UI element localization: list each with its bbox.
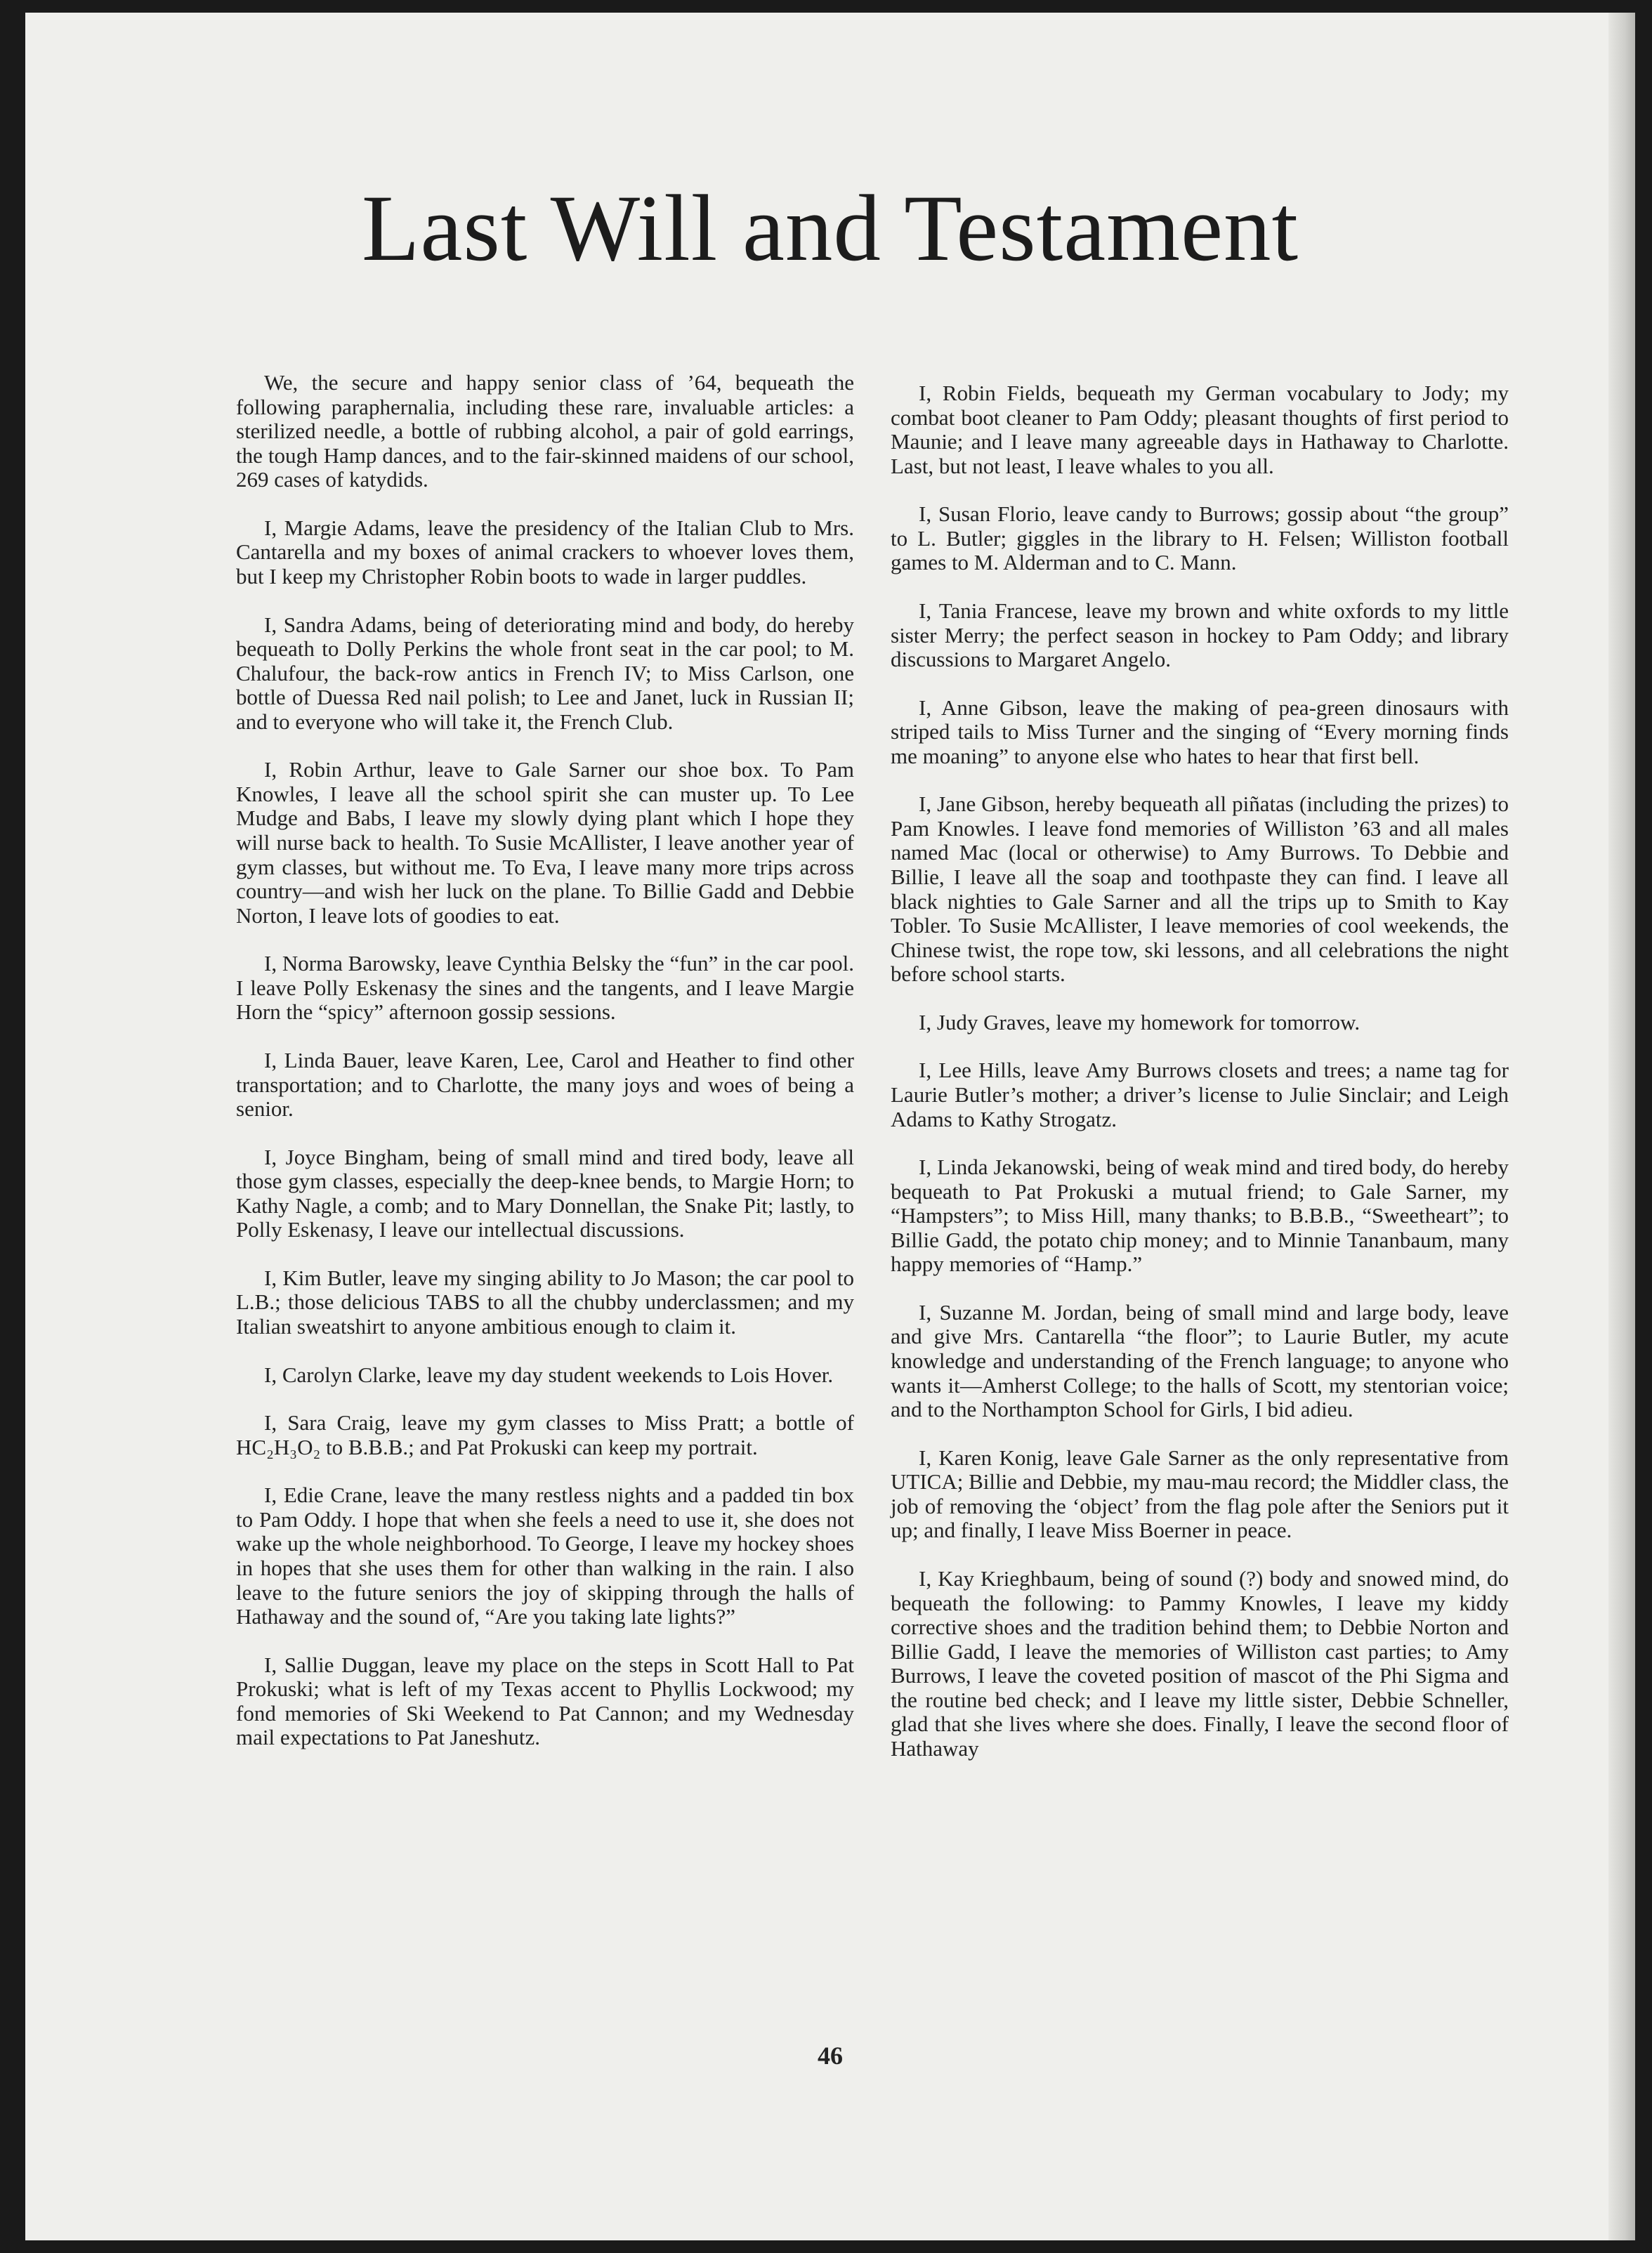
paragraph: I, Carolyn Clarke, leave my day student weekends to Lois Hover. bbox=[264, 1362, 834, 1387]
paragraph: I, Sandra Adams, being of deteriorating mind and body, do hereby bequeath to Dolly Perkins the whole front seat in the car pool; to M. Chalufour, the back-row antics in French IV; to Miss Carlson, one bottle of Duessa Red nail polish; to Lee and Janet, luck in Russian II; and to everyone who will take it, the French Club. bbox=[236, 612, 854, 734]
page-number: 46 bbox=[818, 2042, 843, 2070]
paragraph: I, Margie Adams, leave the presidency of the Italian Club to Mrs. Cantarella and my boxes of animal crackers to whoever loves them, but I keep my Christopher Robin boots to wade in larger puddles. bbox=[236, 515, 854, 589]
paragraph: I, Lee Hills, leave Amy Burrows closets and trees; a name tag for Laurie Butler’s mother; a driver’s license to Julie Sinclair; and Leigh Adams to Kathy Strogatz. bbox=[891, 1058, 1509, 1131]
paragraph: I, Judy Graves, leave my homework for tomorrow. bbox=[919, 1009, 1361, 1034]
paragraph: I, Edie Crane, leave the many restless nights and a padded tin box to Pam Oddy. I hope that when she feels a need to use it, she does not wake up the whole neighborhood. To George, I leave my hockey shoes in hopes that she uses them for other than walking in the rain. I also leave to the future seniors the joy of skipping through the halls of Hathaway and the sound of, “Are you taking late lights?” bbox=[236, 1483, 854, 1629]
paragraph: I, Norma Barowsky, leave Cynthia Belsky the “fun” in the car pool. I leave Polly Eskenasy the sines and the tangents, and I leave Margie Horn the “spicy” afternoon gossip sessions. bbox=[236, 951, 854, 1025]
paragraph: I, Kay Krieghbaum, being of sound (?) body and snowed mind, do bequeath the following: to Pammy Knowles, I leave my kiddy corrective shoes and the tradition behind them; to Debbie Norton and Billie Gadd, I leave the memories of Williston cast parties; to Amy Burrows, I leave the coveted position of mascot of the Phi Sigma and the routine bed check; and I leave my little sister, Debbie Schneller, glad that she lives where she does. Finally, I leave the second floor of Hathaway bbox=[891, 1565, 1509, 1761]
paragraph: I, Robin Fields, bequeath my German vocabulary to Jody; my combat boot cleaner to Pam Oddy; pleasant thoughts of first period to Maunie; and I leave many agreeable days in Hathaway to Charlotte. Last, but not least, I leave whales to you all. bbox=[891, 381, 1509, 478]
paragraph: I, Linda Bauer, leave Karen, Lee, Carol and Heather to find other transportation; and to Charlotte, the many joys and woes of being a senior. bbox=[236, 1047, 854, 1122]
paragraph: I, Sara Craig, leave my gym classes to Miss Pratt; a bottle of HC₂H₃O₂ to B.B.B.; and Pat Prokuski can keep my portrait. bbox=[236, 1410, 854, 1459]
page-title: Last Will and Testament bbox=[361, 176, 1299, 281]
paragraph: I, Susan Florio, leave candy to Burrows; gossip about “the group” to L. Butler; giggles in the library to H. Felsen; Williston football games to M. Alderman and to C. Mann. bbox=[891, 501, 1509, 575]
right-column bbox=[891, 381, 1509, 1785]
paragraph: I, Tania Francese, leave my brown and white oxfords to my little sister Merry; the perfect season in hockey to Pam Oddy; and library discussions to Margaret Angelo. bbox=[891, 598, 1509, 672]
page-edge-shadow bbox=[1608, 13, 1635, 2240]
paragraph: I, Joyce Bingham, being of small mind and tired body, leave all those gym classes, especially the deep-knee bends, to Margie Horn; to Kathy Nagle, a comb; and to Mary Donnellan, the Snake Pit; lastly, to Polly Eskenasy, I leave our intellectual discussions. bbox=[236, 1144, 854, 1242]
paragraph: I, Karen Konig, leave Gale Sarner as the only representative from UTICA; Billie and Debbie, my mau-mau record; the Middler class, the job of removing the ‘object’ from the flag pole after the Seniors put it up; and finally, I leave Miss Boerner in peace. bbox=[891, 1445, 1509, 1543]
paragraph: I, Suzanne M. Jordan, being of small mind and large body, leave and give Mrs. Cantarella “the floor”; to Laurie Butler, my acute knowledge and understanding of the French language; to anyone who wants it—Amherst College; to the halls of Scott, my stentorian voice; and to the Northampton School for Girls, I bid adieu. bbox=[891, 1299, 1509, 1422]
paragraph: I, Jane Gibson, hereby bequeath all piñatas (including the prizes) to Pam Knowles. I leave fond memories of Williston ’63 and all males named Mac (local or otherwise) to Amy Burrows. To Debbie and Billie, I leave all the soap and toothpaste they can find. I leave all black nighties to Gale Sarner and all the trips up to Smith to Kay Tobler. To Susie McAllister, I leave memories of cool weekends, the Chinese twist, the rope tow, ski lessons, and all celebrations the night before school starts. bbox=[891, 791, 1509, 987]
paragraph: I, Sallie Duggan, leave my place on the steps in Scott Hall to Pat Prokuski; what is left of my Texas accent to Phyllis Lockwood; my fond memories of Ski Weekend to Pat Cannon; and my Wednesday mail expectations to Pat Janeshutz. bbox=[236, 1652, 854, 1750]
paragraph: We, the secure and happy senior class of ’64, bequeath the following paraphernalia, including these rare, invaluable articles: a sterilized needle, a bottle of rubbing alcohol, a pair of gold earrings, the tough Hamp dances, and to the fair-skinned maidens of our school, 269 cases of katydids. bbox=[236, 370, 854, 492]
left-column bbox=[236, 371, 854, 1774]
paragraph: I, Kim Butler, leave my singing ability to Jo Mason; the car pool to L.B.; those delicious TABS to all the chubby underclassmen; and my Italian sweatshirt to anyone ambitious enough to claim it. bbox=[236, 1265, 854, 1339]
paragraph: I, Anne Gibson, leave the making of pea-green dinosaurs with striped tails to Miss Turner and the singing of “Every morning finds me moaning” to anyone else who hates to hear that first bell. bbox=[891, 695, 1509, 768]
yearbook-page bbox=[25, 13, 1635, 2240]
paragraph: I, Robin Arthur, leave to Gale Sarner our shoe box. To Pam Knowles, I leave all the school spirit she can muster up. To Lee Mudge and Babs, I leave my slowly dying plant which I hope they will nurse back to health. To Susie McAllister, I leave another year of gym classes, but without me. To Eva, I leave many more trips across country—and wish her luck on the plane. To Billie Gadd and Debbie Norton, I leave lots of goodies to eat. bbox=[236, 757, 854, 928]
paragraph: I, Linda Jekanowski, being of weak mind and tired body, do hereby bequeath to Pat Prokuski a mutual friend; to Gale Sarner, my “Hampsters”; to Miss Hill, many thanks; to B.B.B., “Sweetheart”; to Billie Gadd, the potato chip money; and to Minnie Tananbaum, many happy memories of “Hamp.” bbox=[891, 1155, 1509, 1277]
